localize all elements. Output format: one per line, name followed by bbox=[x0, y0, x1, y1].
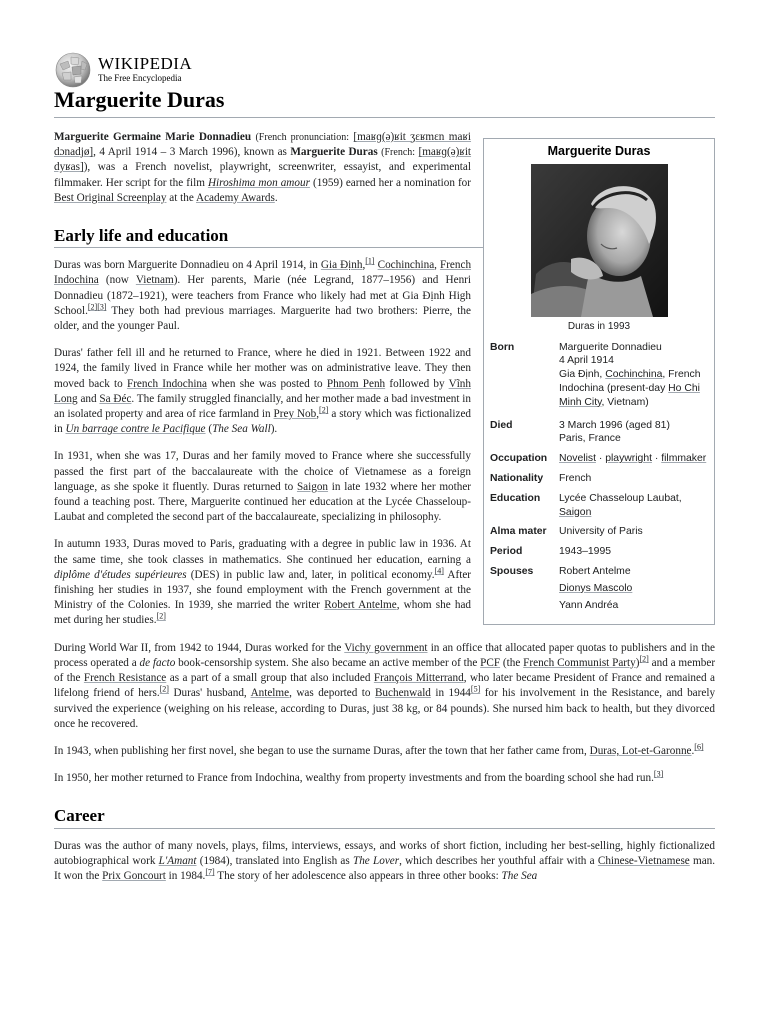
education-school: Lycée Chasseloup Laubat, bbox=[559, 492, 682, 504]
text: in late 1932 where her mother found a teaching post. There, Marguerite continued her education at the Lycée Chasseloup-Laubat and completed the second part of the baccalaureate, specializing in philosophy. bbox=[54, 480, 472, 524]
text: In 1950, her mother returned to France from Indochina, wealthy from property investments and from the boarding school she had run. bbox=[54, 772, 654, 785]
link-sa-dec[interactable]: Sa Đéc bbox=[99, 392, 132, 405]
education-label: Education bbox=[490, 492, 541, 504]
text: , bbox=[434, 259, 437, 272]
died-label: Died bbox=[490, 419, 513, 431]
text: as a part of a small group that also included bbox=[169, 672, 371, 685]
born-place-b: , French Indochina (present-day bbox=[559, 369, 701, 394]
ref-3[interactable]: [3] bbox=[653, 769, 664, 779]
lead-name: Marguerite Germaine Marie Donnadieu bbox=[54, 131, 252, 143]
wordmark-title: WIKIPEDIA bbox=[98, 54, 193, 73]
link-gia-dinh[interactable]: Gia Định bbox=[320, 259, 363, 272]
link-saigon[interactable]: Saigon bbox=[296, 480, 329, 493]
alma-value: University of Paris bbox=[559, 526, 643, 538]
infobox-row-died bbox=[488, 416, 710, 450]
early-paragraph-5 bbox=[54, 641, 715, 732]
spouses-label: Spouses bbox=[490, 565, 534, 577]
born-place bbox=[559, 368, 710, 409]
link-saigon[interactable]: Saigon bbox=[559, 506, 592, 518]
infobox-row-spouses bbox=[488, 562, 710, 618]
occupation-value bbox=[559, 452, 710, 466]
link-dionys-mascolo[interactable]: Dionys Mascolo bbox=[559, 582, 633, 594]
alma-label: Alma mater bbox=[490, 526, 547, 538]
link-vinh-long[interactable]: Vĩnh Long bbox=[54, 377, 471, 405]
title-divider bbox=[54, 117, 715, 118]
text: for his involvement in the Resistance, and barely survived the experience (weighing on his release, according to Duras, just 38 kg, or 84 pounds). She nursed him back to health, but they divorced once he recovered. bbox=[54, 687, 716, 730]
infobox-row-education bbox=[488, 489, 710, 523]
heading-career: Career bbox=[54, 808, 715, 828]
occupation-sep: · bbox=[595, 453, 606, 465]
born-value bbox=[559, 341, 710, 413]
link-playwright[interactable]: playwright bbox=[605, 453, 652, 465]
infobox-row-nationality bbox=[488, 469, 710, 489]
text: The Sea Wall bbox=[212, 423, 271, 436]
ref-6[interactable]: [6] bbox=[694, 742, 704, 752]
text: when she was posted to bbox=[211, 377, 323, 390]
text: ( bbox=[208, 423, 213, 436]
text: (1984), translated into English as bbox=[199, 854, 350, 867]
infobox-title: Marguerite Duras bbox=[547, 144, 651, 158]
occupation-sep: · bbox=[651, 453, 662, 465]
text: book-censorship system. She also became an active member of the bbox=[178, 656, 478, 669]
text: in an office that allocated paper quotas to publishers and in the process operated a bbox=[54, 641, 716, 669]
spouses-value bbox=[559, 565, 710, 615]
text: In 1931, when she was 17, Duras and her family moved to France where she successfully passed the first part of the baccalaureate with the choice of Vietnamese as a foreign language, as she spoke it fluently. Duras returned to bbox=[54, 450, 471, 493]
pron-label-2: (French: bbox=[381, 147, 416, 159]
article-body bbox=[54, 130, 715, 896]
photo-caption: Duras in 1993 bbox=[567, 320, 631, 332]
spouse-3: Yann Andréa bbox=[559, 599, 619, 611]
text: and bbox=[80, 392, 97, 405]
text: They both had previous marriages. Marguerite had two brothers: Pierre, the older, and the younger Paul. bbox=[54, 304, 471, 333]
text: Duras' father fell ill and he returned to France, where he died in 1921. Between 1922 and 1924, the family lived in France while her mother was on administrative leave. They then moved back to bbox=[54, 347, 471, 390]
text: . bbox=[691, 744, 695, 757]
portrait-photo[interactable] bbox=[531, 164, 668, 317]
link-un-barrage[interactable]: Un barrage contre le Pacifique bbox=[65, 423, 206, 436]
wikipedia-globe-icon[interactable] bbox=[54, 52, 92, 86]
infobox-row-occupation bbox=[488, 449, 710, 469]
born-place-a: Gia Định, bbox=[559, 369, 603, 381]
link-vichy-government[interactable]: Vichy government bbox=[344, 641, 428, 654]
text: in 1944 bbox=[435, 687, 471, 700]
link-academy-awards[interactable]: Academy Awards bbox=[196, 191, 275, 204]
born-date: 4 April 1914 bbox=[559, 355, 614, 367]
text: in 1984. bbox=[168, 869, 206, 882]
wordmark-tagline: The Free Encyclopedia bbox=[98, 73, 182, 83]
text: (now bbox=[105, 274, 129, 287]
link-cochinchina[interactable]: Cochinchina bbox=[605, 369, 663, 381]
lead-text-2: ), was a French novelist, playwright, screenwriter, essayist, and experimental filmmaker. Her script for the film bbox=[54, 161, 471, 189]
ref-4[interactable]: [4] bbox=[434, 566, 444, 576]
link-french-indochina[interactable]: French Indochina bbox=[54, 259, 472, 287]
text: The story of her adolescence also appears in three other books: bbox=[217, 869, 499, 882]
link-ho-chi-minh-city[interactable]: Ho Chi Minh City bbox=[559, 382, 700, 408]
link-filmmaker[interactable]: filmmaker bbox=[661, 453, 707, 465]
link-antelme[interactable]: Antelme bbox=[250, 687, 290, 700]
text: , was deported to bbox=[289, 687, 371, 700]
infobox-row-alma-mater bbox=[488, 522, 710, 542]
text: diplôme d'études supérieures bbox=[54, 568, 187, 581]
link-pcf[interactable]: PCF bbox=[480, 656, 501, 669]
ref-2[interactable]: [2] bbox=[639, 654, 649, 664]
ref-2[interactable]: [2] bbox=[159, 684, 169, 694]
text: man. It won the bbox=[54, 854, 716, 882]
text: , whom she had met during her studies. bbox=[54, 599, 472, 627]
infobox-row-born bbox=[488, 338, 710, 416]
link-cochinchina[interactable]: Cochinchina bbox=[377, 259, 435, 272]
education-value bbox=[559, 492, 710, 520]
ref-5[interactable]: [5] bbox=[470, 684, 481, 694]
link-hiroshima[interactable]: Hiroshima mon amour bbox=[207, 176, 310, 189]
occupation-label: Occupation bbox=[490, 453, 548, 465]
lead-text-5: . bbox=[274, 191, 278, 204]
link-chinese-vietnamese[interactable]: Chinese-Vietnamese bbox=[597, 854, 690, 867]
text: Duras' husband, bbox=[173, 687, 247, 700]
text: In autumn 1933, Duras moved to Paris, graduating with a degree in public law in 1936. At the same time, she took classes in mathematics. She continued her education, earning a bbox=[54, 538, 471, 566]
text: Duras was born Marguerite Donnadieu on 4 April 1914, in bbox=[54, 259, 318, 272]
career-paragraph-1 bbox=[54, 839, 715, 885]
ref-2[interactable]: [2] bbox=[156, 611, 166, 621]
ref-2-3[interactable]: [2][3] bbox=[87, 302, 107, 312]
text: de facto bbox=[139, 656, 176, 669]
wikipedia-wordmark[interactable] bbox=[98, 55, 192, 83]
early-paragraph-7 bbox=[54, 771, 715, 786]
ipa-full-name[interactable]: [maʁɡ(ə)ʁit ʒɛʁmɛn maʁi dɔnadjø] bbox=[54, 131, 472, 159]
text: and a member of the bbox=[54, 656, 716, 685]
lead-text-4: at the bbox=[169, 191, 194, 204]
period-value: 1943–1995 bbox=[559, 546, 612, 558]
text: (DES) in public law and, later, in political economy. bbox=[190, 568, 435, 581]
pron-label-1: (French pronunciation: bbox=[255, 132, 349, 143]
link-prey-nob[interactable]: Prey Nob bbox=[273, 408, 317, 421]
heading-early-life: Early life and education bbox=[54, 228, 715, 248]
text: ). bbox=[270, 423, 278, 436]
text: In 1943, when publishing her first novel, she began to use the surname Duras, after the town that her father came from, bbox=[54, 744, 587, 757]
period-label: Period bbox=[490, 546, 523, 558]
text: . The family struggled financially, and her mother made a bad investment in an isolated property and area of rice farmland in bbox=[54, 392, 472, 421]
link-best-original-screenplay[interactable]: Best Original Screenplay bbox=[54, 191, 167, 204]
ref-7[interactable]: [7] bbox=[205, 867, 215, 877]
text: followed by bbox=[389, 377, 445, 390]
link-phnom-penh[interactable]: Phnom Penh bbox=[326, 377, 386, 390]
text: , bbox=[362, 259, 366, 272]
born-place-c: , Vietnam) bbox=[601, 396, 649, 408]
link-novelist[interactable]: Novelist bbox=[559, 453, 596, 465]
text: a story which was fictionalized in bbox=[54, 408, 472, 436]
lead-name-2: Marguerite Duras bbox=[290, 146, 378, 159]
born-name: Marguerite Donnadieu bbox=[559, 341, 662, 353]
link-robert-antelme[interactable]: Robert Antelme bbox=[324, 599, 397, 612]
ref-2[interactable]: [2] bbox=[319, 405, 329, 415]
nationality-label: Nationality bbox=[490, 472, 544, 484]
died-value bbox=[559, 419, 710, 447]
infobox-row-period bbox=[488, 542, 710, 562]
born-label: Born bbox=[490, 341, 515, 353]
ipa-duras[interactable]: [maʁɡ(ə)ʁit dyʁas] bbox=[54, 146, 472, 174]
link-vietnam[interactable]: Vietnam bbox=[135, 274, 174, 287]
early-paragraph-6 bbox=[54, 744, 715, 759]
text: The Lover bbox=[352, 854, 400, 867]
text: Duras was the author of many novels, plays, films, interviews, essays, and works of short fiction, including her best-selling, highly fictionalized autobiographical work bbox=[54, 839, 715, 867]
text: ). Her parents, Marie (née Legrand, 1877–1956) and Henri Donnadieu (1872–1921), were teachers from France who likely had met at Gia Định High School. bbox=[54, 274, 471, 317]
link-duras-lot-et-garonne[interactable]: Duras, Lot-et-Garonne bbox=[589, 744, 692, 757]
nationality-value: French bbox=[559, 472, 592, 484]
infobox bbox=[483, 138, 715, 625]
link-prix-goncourt[interactable]: Prix Goncourt bbox=[102, 869, 166, 882]
link-lamant[interactable]: L'Amant bbox=[158, 854, 197, 867]
text: ) bbox=[635, 656, 640, 669]
text: During World War II, from 1942 to 1944, Duras worked for the bbox=[54, 641, 342, 654]
site-header[interactable] bbox=[54, 52, 192, 86]
link-french-indochina[interactable]: French Indochina bbox=[126, 377, 207, 390]
link-buchenwald[interactable]: Buchenwald bbox=[374, 687, 431, 700]
died-date: 3 March 1996 (aged 81) bbox=[559, 419, 670, 431]
text: , which describes her youthful affair with a bbox=[399, 854, 595, 867]
text: After finishing her studies in 1937, she found employment with the French government at the Ministry of the Colonies. In 1939, she married the writer bbox=[54, 568, 472, 612]
link-francois-mitterrand[interactable]: François Mitterrand bbox=[373, 672, 464, 685]
page-title: Marguerite Duras bbox=[54, 87, 225, 112]
text: , who later became President of France and remained a lifelong friend of hers. bbox=[54, 672, 715, 700]
lead-text-1: , 4 April 1914 – 3 March 1996), known as bbox=[93, 146, 287, 159]
text: (the bbox=[502, 656, 521, 669]
link-french-communist-party[interactable]: French Communist Party bbox=[523, 656, 636, 669]
ref-1[interactable]: [1] bbox=[365, 256, 375, 266]
text: , bbox=[316, 408, 320, 421]
lead-text-3: (1959) earned her a nomination for bbox=[312, 176, 472, 189]
text: The Sea bbox=[501, 869, 538, 882]
died-place: Paris, France bbox=[559, 433, 621, 445]
link-french-resistance[interactable]: French Resistance bbox=[83, 672, 167, 685]
spouse-1: Robert Antelme bbox=[559, 565, 631, 577]
